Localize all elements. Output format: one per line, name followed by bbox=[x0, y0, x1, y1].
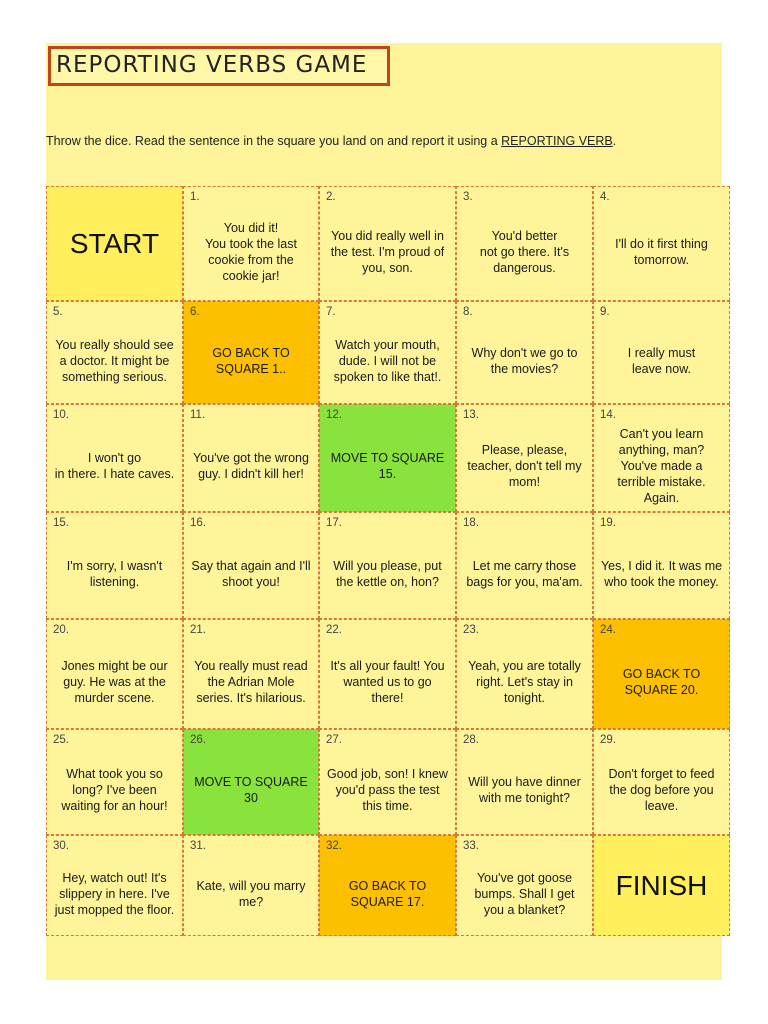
square-text bbox=[326, 642, 449, 722]
board-square-20 bbox=[46, 619, 183, 729]
instructions-reporting-verb: REPORTING VERB bbox=[501, 134, 613, 148]
square-number: 7. bbox=[326, 306, 336, 318]
board-square-18 bbox=[456, 512, 593, 619]
square-text-content: Kate, will you marry me? bbox=[196, 878, 306, 909]
square-text bbox=[600, 324, 723, 397]
square-text bbox=[463, 752, 586, 828]
board-square-15 bbox=[46, 512, 183, 619]
square-text bbox=[463, 324, 586, 397]
square-text bbox=[190, 858, 312, 929]
square-number: 12. bbox=[326, 409, 342, 421]
square-number: 30. bbox=[53, 840, 69, 852]
square-text-content: FINISH bbox=[615, 869, 708, 901]
square-text bbox=[600, 642, 723, 722]
square-text-content: You'd better not go there. It's dangerous. bbox=[479, 228, 570, 275]
board-square-2 bbox=[319, 186, 456, 301]
square-number: 26. bbox=[190, 734, 206, 746]
board-square-25 bbox=[46, 729, 183, 835]
square-text-content: I'll do it first thing tomorrow. bbox=[615, 236, 708, 267]
square-text bbox=[190, 209, 312, 294]
square-text-content: GO BACK TO SQUARE 17. bbox=[348, 878, 427, 909]
board-square-30 bbox=[46, 835, 183, 936]
board-square-6 bbox=[183, 301, 319, 404]
square-text bbox=[326, 324, 449, 397]
square-text bbox=[53, 535, 176, 612]
board-square-28 bbox=[456, 729, 593, 835]
square-text bbox=[53, 752, 176, 828]
instructions bbox=[46, 134, 722, 148]
square-text bbox=[326, 858, 449, 929]
square-text-content: Can't you learn anything, man? You've made a terrible mistake. Again. bbox=[617, 427, 706, 505]
square-text-content: What took you so long? I've been waiting for an hour! bbox=[61, 767, 168, 813]
square-number: 18. bbox=[463, 517, 479, 529]
square-text bbox=[190, 324, 312, 397]
square-text-content: You've got goose bumps. Shall I get you a blanket? bbox=[474, 870, 575, 917]
board-square-26 bbox=[183, 729, 319, 835]
square-text-content: You did really well in the test. I'm proud of you, son. bbox=[330, 228, 445, 275]
square-number: 17. bbox=[326, 517, 342, 529]
square-text bbox=[190, 535, 312, 612]
board-square-27 bbox=[319, 729, 456, 835]
square-number: 5. bbox=[53, 306, 63, 318]
square-number: 20. bbox=[53, 624, 69, 636]
square-text bbox=[53, 642, 176, 722]
square-text-content: MOVE TO SQUARE 30 bbox=[194, 775, 308, 805]
board-square-23 bbox=[456, 619, 593, 729]
board-square-7 bbox=[319, 301, 456, 404]
instructions-end: . bbox=[612, 134, 617, 148]
square-text bbox=[53, 858, 176, 929]
square-number: 4. bbox=[600, 191, 610, 203]
board-square-8 bbox=[456, 301, 593, 404]
board-square-5 bbox=[46, 301, 183, 404]
square-text-content: Yes, I did it. It was me who took the money. bbox=[600, 558, 723, 589]
square-text bbox=[53, 193, 176, 294]
square-text-content: Hey, watch out! It's slippery in here. I've just mopped the floor. bbox=[54, 870, 175, 917]
square-number: 29. bbox=[600, 734, 616, 746]
square-number: 6. bbox=[190, 306, 200, 318]
square-text-content: Say that again and I'll shoot you! bbox=[191, 558, 311, 589]
square-number: 21. bbox=[190, 624, 206, 636]
square-text-content: I'm sorry, I wasn't listening. bbox=[66, 558, 163, 589]
square-text bbox=[463, 642, 586, 722]
square-number: 24. bbox=[600, 624, 616, 636]
board-square-9 bbox=[593, 301, 730, 404]
square-number: 2. bbox=[326, 191, 336, 203]
board-square-10 bbox=[46, 404, 183, 512]
square-text bbox=[463, 858, 586, 929]
square-text-content: GO BACK TO SQUARE 20. bbox=[622, 667, 701, 697]
square-text-content: Good job, son! I knew you'd pass the test this time. bbox=[327, 767, 448, 813]
board-square-19 bbox=[593, 512, 730, 619]
square-text-content: Watch your mouth, dude. I will not be spoken to like that!. bbox=[333, 337, 442, 384]
square-text-content: MOVE TO SQUARE 15. bbox=[330, 451, 445, 481]
square-number: 14. bbox=[600, 409, 616, 421]
square-number: 22. bbox=[326, 624, 342, 636]
board-square-21 bbox=[183, 619, 319, 729]
square-number: 15. bbox=[53, 517, 69, 529]
title-box bbox=[48, 46, 390, 86]
square-text-content: Will you please, put the kettle on, hon? bbox=[333, 558, 442, 589]
board-square-33 bbox=[456, 835, 593, 936]
square-text bbox=[190, 427, 312, 505]
square-number: 16. bbox=[190, 517, 206, 529]
square-number: 8. bbox=[463, 306, 473, 318]
page-title: REPORTING VERBS GAME bbox=[56, 52, 368, 78]
square-number: 27. bbox=[326, 734, 342, 746]
square-text bbox=[190, 752, 312, 828]
board-square-22 bbox=[319, 619, 456, 729]
square-text-content: Why don't we go to the movies? bbox=[471, 345, 578, 376]
board-square-31 bbox=[183, 835, 319, 936]
square-text bbox=[326, 752, 449, 828]
square-text bbox=[600, 535, 723, 612]
game-board bbox=[46, 186, 730, 936]
board-square-11 bbox=[183, 404, 319, 512]
board-square-4 bbox=[593, 186, 730, 301]
square-number: 25. bbox=[53, 734, 69, 746]
board-square-14 bbox=[593, 404, 730, 512]
square-text bbox=[326, 427, 449, 505]
finish-square bbox=[593, 835, 730, 936]
square-text-content: It's all your fault! You wanted us to go there! bbox=[330, 659, 445, 705]
square-text-content: Jones might be our guy. He was at the murder scene. bbox=[61, 659, 168, 705]
square-text bbox=[600, 427, 723, 505]
square-number: 1. bbox=[190, 191, 200, 203]
square-text bbox=[326, 209, 449, 294]
instructions-text: Throw the dice. Read the sentence in the square you land on and report it using a bbox=[46, 134, 502, 148]
square-number: 31. bbox=[190, 840, 206, 852]
square-text-content: Yeah, you are totally right. Let's stay in tonight. bbox=[468, 659, 581, 705]
square-text bbox=[53, 427, 176, 505]
square-number: 3. bbox=[463, 191, 473, 203]
square-number: 33. bbox=[463, 840, 479, 852]
square-text bbox=[53, 324, 176, 397]
square-number: 9. bbox=[600, 306, 610, 318]
board-square-1 bbox=[183, 186, 319, 301]
square-text-content: Please, please, teacher, don't tell my mom! bbox=[467, 443, 582, 489]
square-text bbox=[600, 209, 723, 294]
square-text bbox=[463, 427, 586, 505]
square-text bbox=[600, 842, 723, 929]
square-text-content: You did it! You took the last cookie from the cookie jar! bbox=[205, 220, 297, 283]
square-text-content: You really must read the Adrian Mole series. It's hilarious. bbox=[194, 659, 308, 705]
square-text-content: Don't forget to feed the dog before you leave. bbox=[608, 767, 715, 813]
square-number: 23. bbox=[463, 624, 479, 636]
square-text bbox=[463, 535, 586, 612]
square-number: 28. bbox=[463, 734, 479, 746]
square-text bbox=[463, 209, 586, 294]
square-text-content: GO BACK TO SQUARE 1.. bbox=[212, 345, 290, 376]
square-number: 13. bbox=[463, 409, 479, 421]
square-text bbox=[326, 535, 449, 612]
square-number: 32. bbox=[326, 840, 342, 852]
board-square-3 bbox=[456, 186, 593, 301]
board-square-32 bbox=[319, 835, 456, 936]
board-square-12 bbox=[319, 404, 456, 512]
square-number: 10. bbox=[53, 409, 69, 421]
square-text-content: I really must leave now. bbox=[627, 345, 696, 376]
square-text-content: Will you have dinner with me tonight? bbox=[468, 775, 581, 805]
square-text-content: You really should see a doctor. It might be something serious. bbox=[55, 337, 174, 384]
start-square bbox=[46, 186, 183, 301]
board-square-13 bbox=[456, 404, 593, 512]
square-text bbox=[600, 752, 723, 828]
square-text-content: You've got the wrong guy. I didn't kill her! bbox=[193, 451, 309, 481]
square-text-content: START bbox=[69, 227, 160, 259]
square-text-content: I won't go in there. I hate caves. bbox=[54, 451, 175, 481]
square-text-content: Let me carry those bags for you, ma'am. bbox=[466, 558, 583, 589]
board-square-29 bbox=[593, 729, 730, 835]
square-number: 11. bbox=[190, 409, 206, 421]
board-square-17 bbox=[319, 512, 456, 619]
board-square-16 bbox=[183, 512, 319, 619]
square-number: 19. bbox=[600, 517, 616, 529]
board-square-24 bbox=[593, 619, 730, 729]
square-text bbox=[190, 642, 312, 722]
